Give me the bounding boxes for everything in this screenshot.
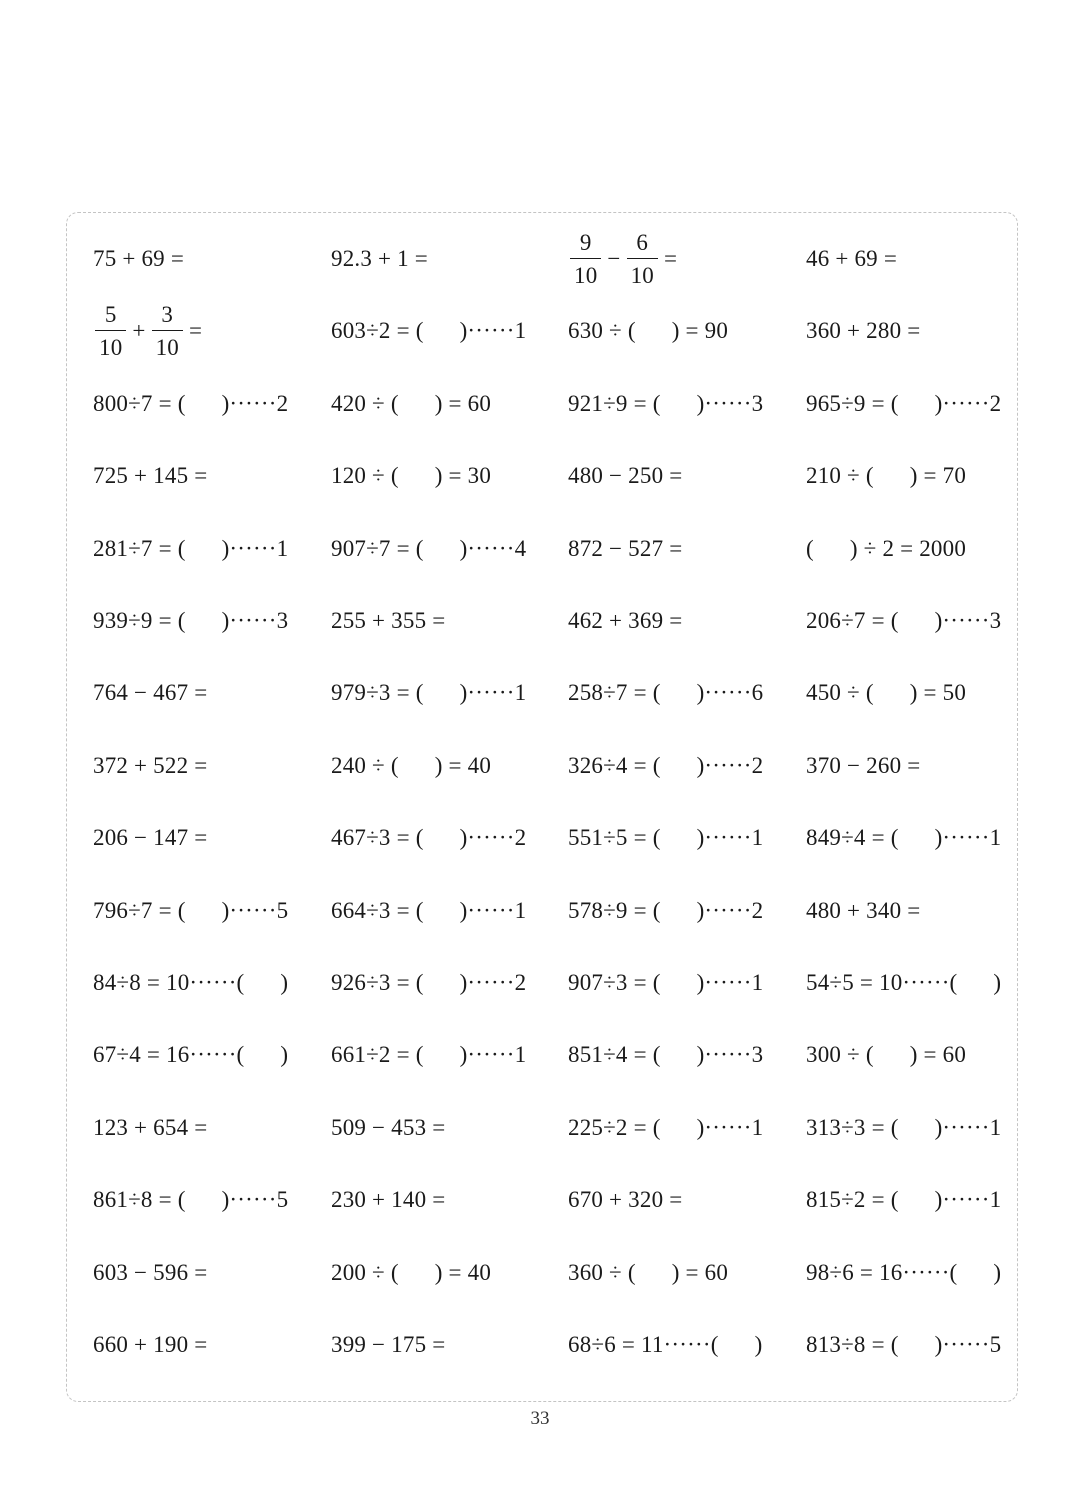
problem-row [67, 1309, 1017, 1381]
math-problem [331, 1237, 569, 1309]
numerator: 3 [161, 302, 174, 328]
problem-row [67, 802, 1017, 874]
problem-text: 907÷7 = ( [331, 535, 424, 561]
problem-text: )······2 [221, 390, 289, 416]
problem-text: 98÷6 = 16······( [806, 1259, 958, 1285]
problem-text: 725 + 145 = [93, 463, 208, 489]
denominator: 10 [570, 258, 601, 287]
math-problem [806, 223, 1044, 295]
math-problem [568, 1237, 806, 1309]
math-problem [93, 657, 331, 729]
worksheet-frame [66, 212, 1018, 1402]
math-problem [331, 1164, 569, 1236]
problem-text: ( [806, 535, 814, 561]
problem-row [67, 730, 1017, 802]
problem-text: )······1 [934, 1187, 1002, 1213]
problem-text: 46 + 69 = [806, 246, 897, 271]
problem-text: 939÷9 = ( [93, 608, 186, 633]
problem-text: 630 ÷ ( [568, 318, 636, 344]
math-problem [806, 585, 1044, 657]
numerator: 5 [104, 302, 117, 328]
problem-text: )······4 [459, 535, 527, 561]
math-problem [568, 657, 806, 729]
problem-text: 861÷8 = ( [93, 1187, 186, 1213]
problem-text: 84÷8 = 10······( [93, 970, 245, 995]
problem-text: 670 + 320 = [568, 1187, 683, 1213]
problem-text: ) = 60 [909, 1042, 967, 1068]
math-problem [806, 1309, 1044, 1381]
problem-row [67, 223, 1017, 295]
math-problem [93, 585, 331, 657]
problem-text: 326÷4 = ( [568, 752, 661, 778]
math-problem [93, 947, 331, 1019]
problem-text: 210 ÷ ( [806, 463, 874, 489]
math-problem [93, 368, 331, 440]
page-number: 33 [530, 1408, 550, 1429]
problem-text: 764 − 467 = [93, 680, 208, 706]
math-problem [806, 1019, 1044, 1091]
problem-text: ) = 90 [671, 318, 729, 344]
math-problem [331, 368, 569, 440]
problem-text: 360 ÷ ( [568, 1259, 636, 1285]
problem-row [67, 657, 1017, 729]
problem-text: )······1 [221, 535, 289, 561]
fraction [570, 231, 601, 287]
problem-text: )······1 [696, 1114, 764, 1140]
problem-text: )······6 [696, 680, 764, 706]
math-problem [331, 1309, 569, 1381]
operator: + [132, 318, 146, 344]
problem-text: 660 + 190 = [93, 1332, 208, 1357]
problem-text: )······2 [459, 825, 527, 851]
problem-text: 67÷4 = 16······( [93, 1042, 245, 1068]
problem-text: 92.3 + 1 = [331, 246, 428, 271]
problem-text: ) = 60 [671, 1259, 729, 1285]
operator: − [607, 246, 621, 271]
problem-row [67, 513, 1017, 585]
math-problem [331, 875, 569, 947]
problem-text: 54÷5 = 10······( [806, 970, 958, 995]
denominator: 10 [95, 330, 126, 359]
math-problem [93, 1019, 331, 1091]
problem-row [67, 585, 1017, 657]
problem-text: 120 ÷ ( [331, 463, 399, 489]
math-problem [806, 657, 1044, 729]
math-problem [331, 223, 569, 295]
problem-text: ) = 60 [434, 390, 492, 416]
problem-text: )······3 [696, 1042, 764, 1068]
problem-text: ) ÷ 2 = 2000 [849, 535, 967, 561]
problem-text: 480 + 340 = [806, 897, 921, 923]
problem-text: 75 + 69 = [93, 246, 184, 271]
math-problem [93, 802, 331, 874]
problem-text: )······3 [221, 608, 289, 633]
problem-row [67, 440, 1017, 512]
problem-text: 872 − 527 = [568, 535, 683, 561]
problem-text: 796÷7 = ( [93, 897, 186, 923]
problem-text: )······1 [696, 825, 764, 851]
problem-text: 979÷3 = ( [331, 680, 424, 706]
math-problem [568, 368, 806, 440]
problem-text: 603 − 596 = [93, 1259, 208, 1285]
problem-text: 255 + 355 = [331, 608, 446, 633]
math-problem [568, 513, 806, 585]
math-problem [93, 875, 331, 947]
problem-text: )······1 [459, 318, 527, 344]
math-problem [568, 730, 806, 802]
denominator: 10 [152, 330, 183, 359]
denominator: 10 [627, 258, 658, 287]
math-problem [806, 368, 1044, 440]
problem-text: ) = 40 [434, 1259, 492, 1285]
math-problem [331, 1092, 569, 1164]
equals-sign: = [663, 246, 678, 271]
problem-text: )······5 [934, 1332, 1002, 1357]
problem-text: 661÷2 = ( [331, 1042, 424, 1068]
math-problem [568, 585, 806, 657]
math-problem [568, 223, 806, 295]
math-problem [331, 295, 569, 367]
problem-text: 664÷3 = ( [331, 897, 424, 923]
math-problem [568, 1092, 806, 1164]
math-problem [568, 802, 806, 874]
problem-text: )······2 [696, 752, 764, 778]
problem-text: 467÷3 = ( [331, 825, 424, 851]
math-problem [331, 585, 569, 657]
problem-text: 480 − 250 = [568, 463, 683, 489]
numerator: 6 [636, 230, 649, 255]
problem-text: 851÷4 = ( [568, 1042, 661, 1068]
problem-text: 206 − 147 = [93, 825, 208, 851]
problem-text: 815÷2 = ( [806, 1187, 899, 1213]
problem-text: ) [993, 970, 1002, 995]
problem-text: 300 ÷ ( [806, 1042, 874, 1068]
problem-text: )······1 [696, 970, 764, 995]
math-problem [806, 1237, 1044, 1309]
math-problem [331, 1019, 569, 1091]
problem-text: )······1 [934, 1114, 1002, 1140]
problem-text: )······3 [934, 608, 1002, 633]
math-problem [806, 947, 1044, 1019]
math-problem [93, 730, 331, 802]
math-problem [568, 295, 806, 367]
math-problem [331, 657, 569, 729]
problem-text: 399 − 175 = [331, 1332, 446, 1357]
math-problem [331, 513, 569, 585]
problem-text: 313÷3 = ( [806, 1114, 899, 1140]
problem-text: )······5 [221, 1187, 289, 1213]
problem-text: 578÷9 = ( [568, 897, 661, 923]
problem-text: )······2 [696, 897, 764, 923]
problem-row [67, 947, 1017, 1019]
problem-text: 240 ÷ ( [331, 752, 399, 778]
math-problem [568, 1309, 806, 1381]
math-problem [93, 223, 331, 295]
problem-text: ) = 30 [434, 463, 492, 489]
problem-text: )······2 [459, 970, 527, 995]
math-problem [93, 1237, 331, 1309]
problem-text: 800÷7 = ( [93, 390, 186, 416]
problem-text: )······2 [934, 390, 1002, 416]
problem-text: 230 + 140 = [331, 1187, 446, 1213]
math-problem [93, 1309, 331, 1381]
problem-row [67, 1164, 1017, 1236]
math-problem [568, 1164, 806, 1236]
math-problem [331, 440, 569, 512]
problem-text: 509 − 453 = [331, 1114, 446, 1140]
problem-text: ) [993, 1259, 1002, 1285]
math-problem [806, 1164, 1044, 1236]
problem-row [67, 1237, 1017, 1309]
problem-row [67, 368, 1017, 440]
problem-text: 849÷4 = ( [806, 825, 899, 851]
problem-text: 420 ÷ ( [331, 390, 399, 416]
numerator: 9 [579, 230, 592, 255]
problem-text: 206÷7 = ( [806, 608, 899, 633]
problem-text: 965÷9 = ( [806, 390, 899, 416]
math-problem [568, 875, 806, 947]
math-problem [806, 513, 1044, 585]
problem-text: ) = 70 [909, 463, 967, 489]
fraction [152, 303, 183, 359]
problem-text: 813÷8 = ( [806, 1332, 899, 1357]
problem-text: 370 − 260 = [806, 752, 921, 778]
problem-row [67, 875, 1017, 947]
problem-text: ) [280, 970, 289, 995]
math-problem [568, 440, 806, 512]
math-problem [93, 1092, 331, 1164]
math-problem [93, 513, 331, 585]
math-problem [806, 730, 1044, 802]
fraction [95, 303, 126, 359]
fraction [627, 231, 658, 287]
problem-text: 225÷2 = ( [568, 1114, 661, 1140]
math-problem [806, 802, 1044, 874]
problem-text: )······1 [459, 1042, 527, 1068]
problem-row [67, 1092, 1017, 1164]
problem-text: 372 + 522 = [93, 752, 208, 778]
problem-text: ) = 40 [434, 752, 492, 778]
problem-text: 200 ÷ ( [331, 1259, 399, 1285]
problem-text: 258÷7 = ( [568, 680, 661, 706]
problem-text: )······3 [696, 390, 764, 416]
problem-text: ) [280, 1042, 289, 1068]
problem-text: 360 + 280 = [806, 318, 921, 344]
problem-text: )······1 [459, 897, 527, 923]
problem-text: 921÷9 = ( [568, 390, 661, 416]
math-problem [331, 947, 569, 1019]
math-problem [331, 802, 569, 874]
math-problem [331, 730, 569, 802]
problem-text: )······1 [459, 680, 527, 706]
problem-row [67, 295, 1017, 367]
problem-text: ) = 50 [909, 680, 967, 706]
math-problem [806, 295, 1044, 367]
math-problem [93, 440, 331, 512]
problem-text: 123 + 654 = [93, 1114, 208, 1140]
math-problem [568, 1019, 806, 1091]
math-problem [93, 1164, 331, 1236]
problem-text: 462 + 369 = [568, 608, 683, 633]
problem-text: 68÷6 = 11······( [568, 1332, 719, 1357]
problem-text: 450 ÷ ( [806, 680, 874, 706]
problem-text: 603÷2 = ( [331, 318, 424, 344]
problem-text: 907÷3 = ( [568, 970, 661, 995]
math-problem [806, 1092, 1044, 1164]
problem-row [67, 1019, 1017, 1091]
math-problem [806, 440, 1044, 512]
equals-sign: = [188, 318, 203, 344]
math-problem [806, 875, 1044, 947]
problem-text: 926÷3 = ( [331, 970, 424, 995]
math-problem [93, 295, 331, 367]
problem-text: )······5 [221, 897, 289, 923]
problem-text: 551÷5 = ( [568, 825, 661, 851]
problem-text: )······1 [934, 825, 1002, 851]
math-problem [568, 947, 806, 1019]
problem-text: 281÷7 = ( [93, 535, 186, 561]
problem-text: ) [754, 1332, 763, 1357]
